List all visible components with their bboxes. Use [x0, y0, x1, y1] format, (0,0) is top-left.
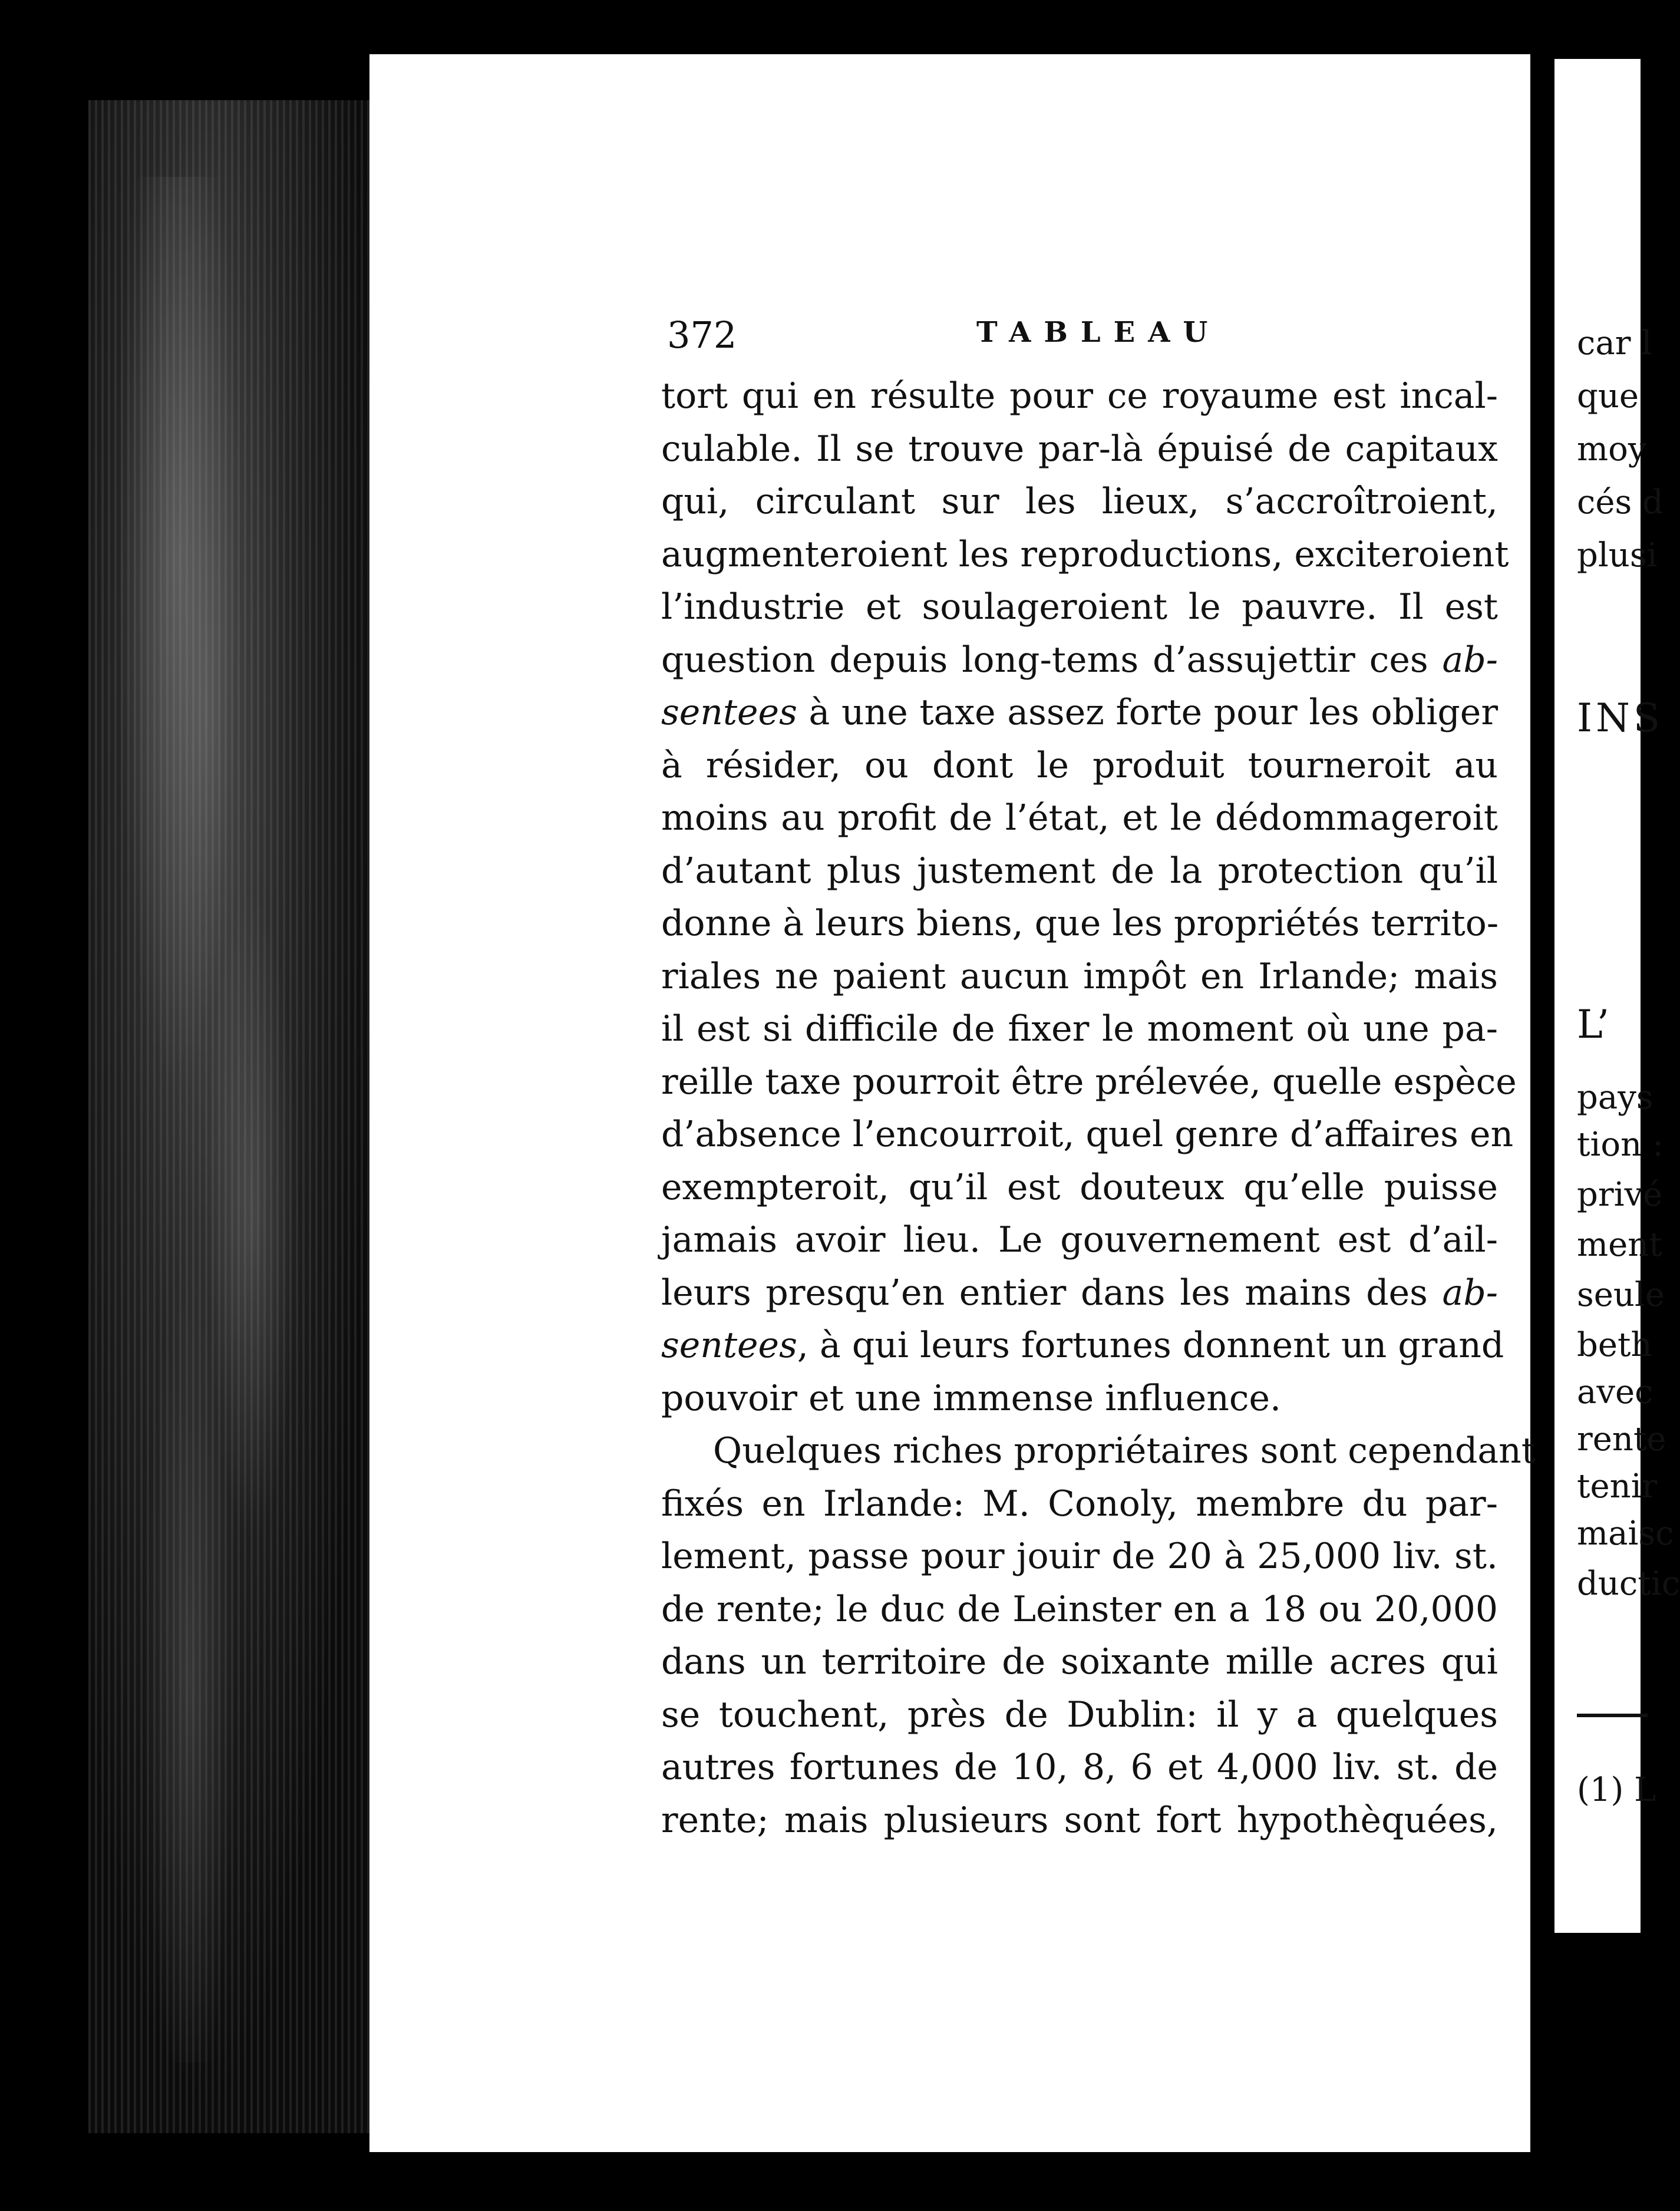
right-page-fragment: plusi: [1577, 536, 1658, 575]
right-page-edge: [1554, 59, 1680, 1933]
text-line: [661, 687, 1498, 740]
text-line: lement, passe pour jouir de 20 à 25,000 liv. st.: [661, 1536, 1498, 1577]
right-page-fragment: tenir: [1577, 1467, 1658, 1506]
text-segment: à une taxe assez forte pour les obliger: [797, 692, 1498, 733]
paragraph-2: [661, 1425, 1536, 1847]
text-line: donne à leurs biens, que les propriétés territo-: [661, 903, 1499, 944]
right-page-fragment: beth: [1577, 1326, 1652, 1364]
page-number: 372: [667, 314, 737, 357]
text-line: l’industrie et soulageroient le pauvre. Il est: [661, 586, 1498, 628]
body-text: [661, 370, 1536, 1847]
page-header: [369, 314, 1530, 361]
right-page-fragment: ment: [1577, 1226, 1662, 1264]
text-line: exempteroit, qu’il est douteux qu’elle puisse: [661, 1166, 1498, 1208]
left-page: [369, 54, 1536, 2152]
right-page-fragment: car l: [1577, 324, 1652, 362]
text-line: jamais avoir lieu. Le gouvernement est d’ail-: [661, 1219, 1498, 1260]
footnote-rule: [1577, 1714, 1648, 1717]
text-line: culable. Il se trouve par-là épuisé de capitaux: [661, 428, 1498, 470]
text-line: fixés en Irlande: M. Conoly, membre du par-: [661, 1483, 1498, 1524]
right-page-fragment: (1) L: [1577, 1771, 1656, 1809]
text-line: dans un territoire de soixante mille acres qui: [661, 1641, 1498, 1682]
text-line: rente; mais plusieurs sont fort hypothèquées,: [661, 1799, 1498, 1841]
right-page-fragment: tion :: [1577, 1126, 1664, 1164]
right-page-fragment: moy: [1577, 430, 1647, 468]
right-page-fragment: cés d: [1577, 483, 1664, 522]
right-page-fragment: maisc: [1577, 1514, 1674, 1553]
paragraph-1: [661, 370, 1517, 1425]
right-page-fragment: pays: [1577, 1078, 1653, 1117]
text-line: moins au profit de l’état, et le dédommageroit: [661, 797, 1498, 839]
text-line: [661, 1319, 1504, 1372]
right-page-fragment: ductic: [1577, 1565, 1680, 1603]
text-line: se touchent, près de Dublin: il y a quelques: [661, 1694, 1498, 1735]
text-line: [661, 1267, 1498, 1320]
text-line: d’absence l’encourroit, quel genre d’affaires en: [661, 1114, 1514, 1155]
text-line: reille taxe pourroit être prélevée, quelle espèce: [661, 1061, 1517, 1103]
italic-word: ab-: [1442, 1272, 1498, 1314]
italic-word: ab-: [1442, 639, 1498, 681]
italic-word: sentees: [661, 1325, 797, 1366]
text-line: pouvoir et une immense influence.: [661, 1377, 1282, 1419]
right-page-fragment: avec: [1577, 1373, 1653, 1411]
text-line: [661, 634, 1498, 687]
text-line: il est si difficile de fixer le moment où une pa-: [661, 1008, 1498, 1050]
text-line: d’autant plus justement de la protection qu’il: [661, 850, 1498, 892]
right-page-fragment: L’: [1577, 1002, 1613, 1047]
right-page-fragment: seule: [1577, 1276, 1665, 1314]
text-line: riales ne paient aucun impôt en Irlande; mais: [661, 955, 1498, 997]
italic-word: sentees: [661, 692, 797, 733]
right-page-fragment: que: [1577, 377, 1639, 415]
text-line: qui, circulant sur les lieux, s’accroîtroient,: [661, 481, 1498, 522]
text-line: de rente; le duc de Leinster en a 18 ou 20,000: [661, 1588, 1498, 1630]
text-line: autres fortunes de 10, 8, 6 et 4,000 liv. st. de: [661, 1747, 1498, 1788]
right-page-fragment: rente: [1577, 1420, 1666, 1458]
text-segment: question depuis long-tems d’assujettir ces: [661, 639, 1443, 681]
text-line: Quelques riches propriétaires sont cependant: [713, 1430, 1536, 1471]
running-title: TABLEAU: [976, 316, 1221, 349]
right-page-fragment: privé: [1577, 1176, 1663, 1214]
text-segment: leurs presqu’en entier dans les mains des: [661, 1272, 1443, 1314]
text-line: à résider, ou dont le produit tourneroit au: [661, 744, 1498, 786]
text-line: tort qui en résulte pour ce royaume est incal-: [661, 375, 1498, 417]
book-fore-edge-texture: [103, 177, 351, 2062]
text-line: augmenteroient les reproductions, exciteroient: [661, 533, 1509, 575]
right-page-fragment: INS: [1577, 695, 1664, 741]
text-segment: , à qui leurs fortunes donnent un grand: [797, 1325, 1504, 1366]
